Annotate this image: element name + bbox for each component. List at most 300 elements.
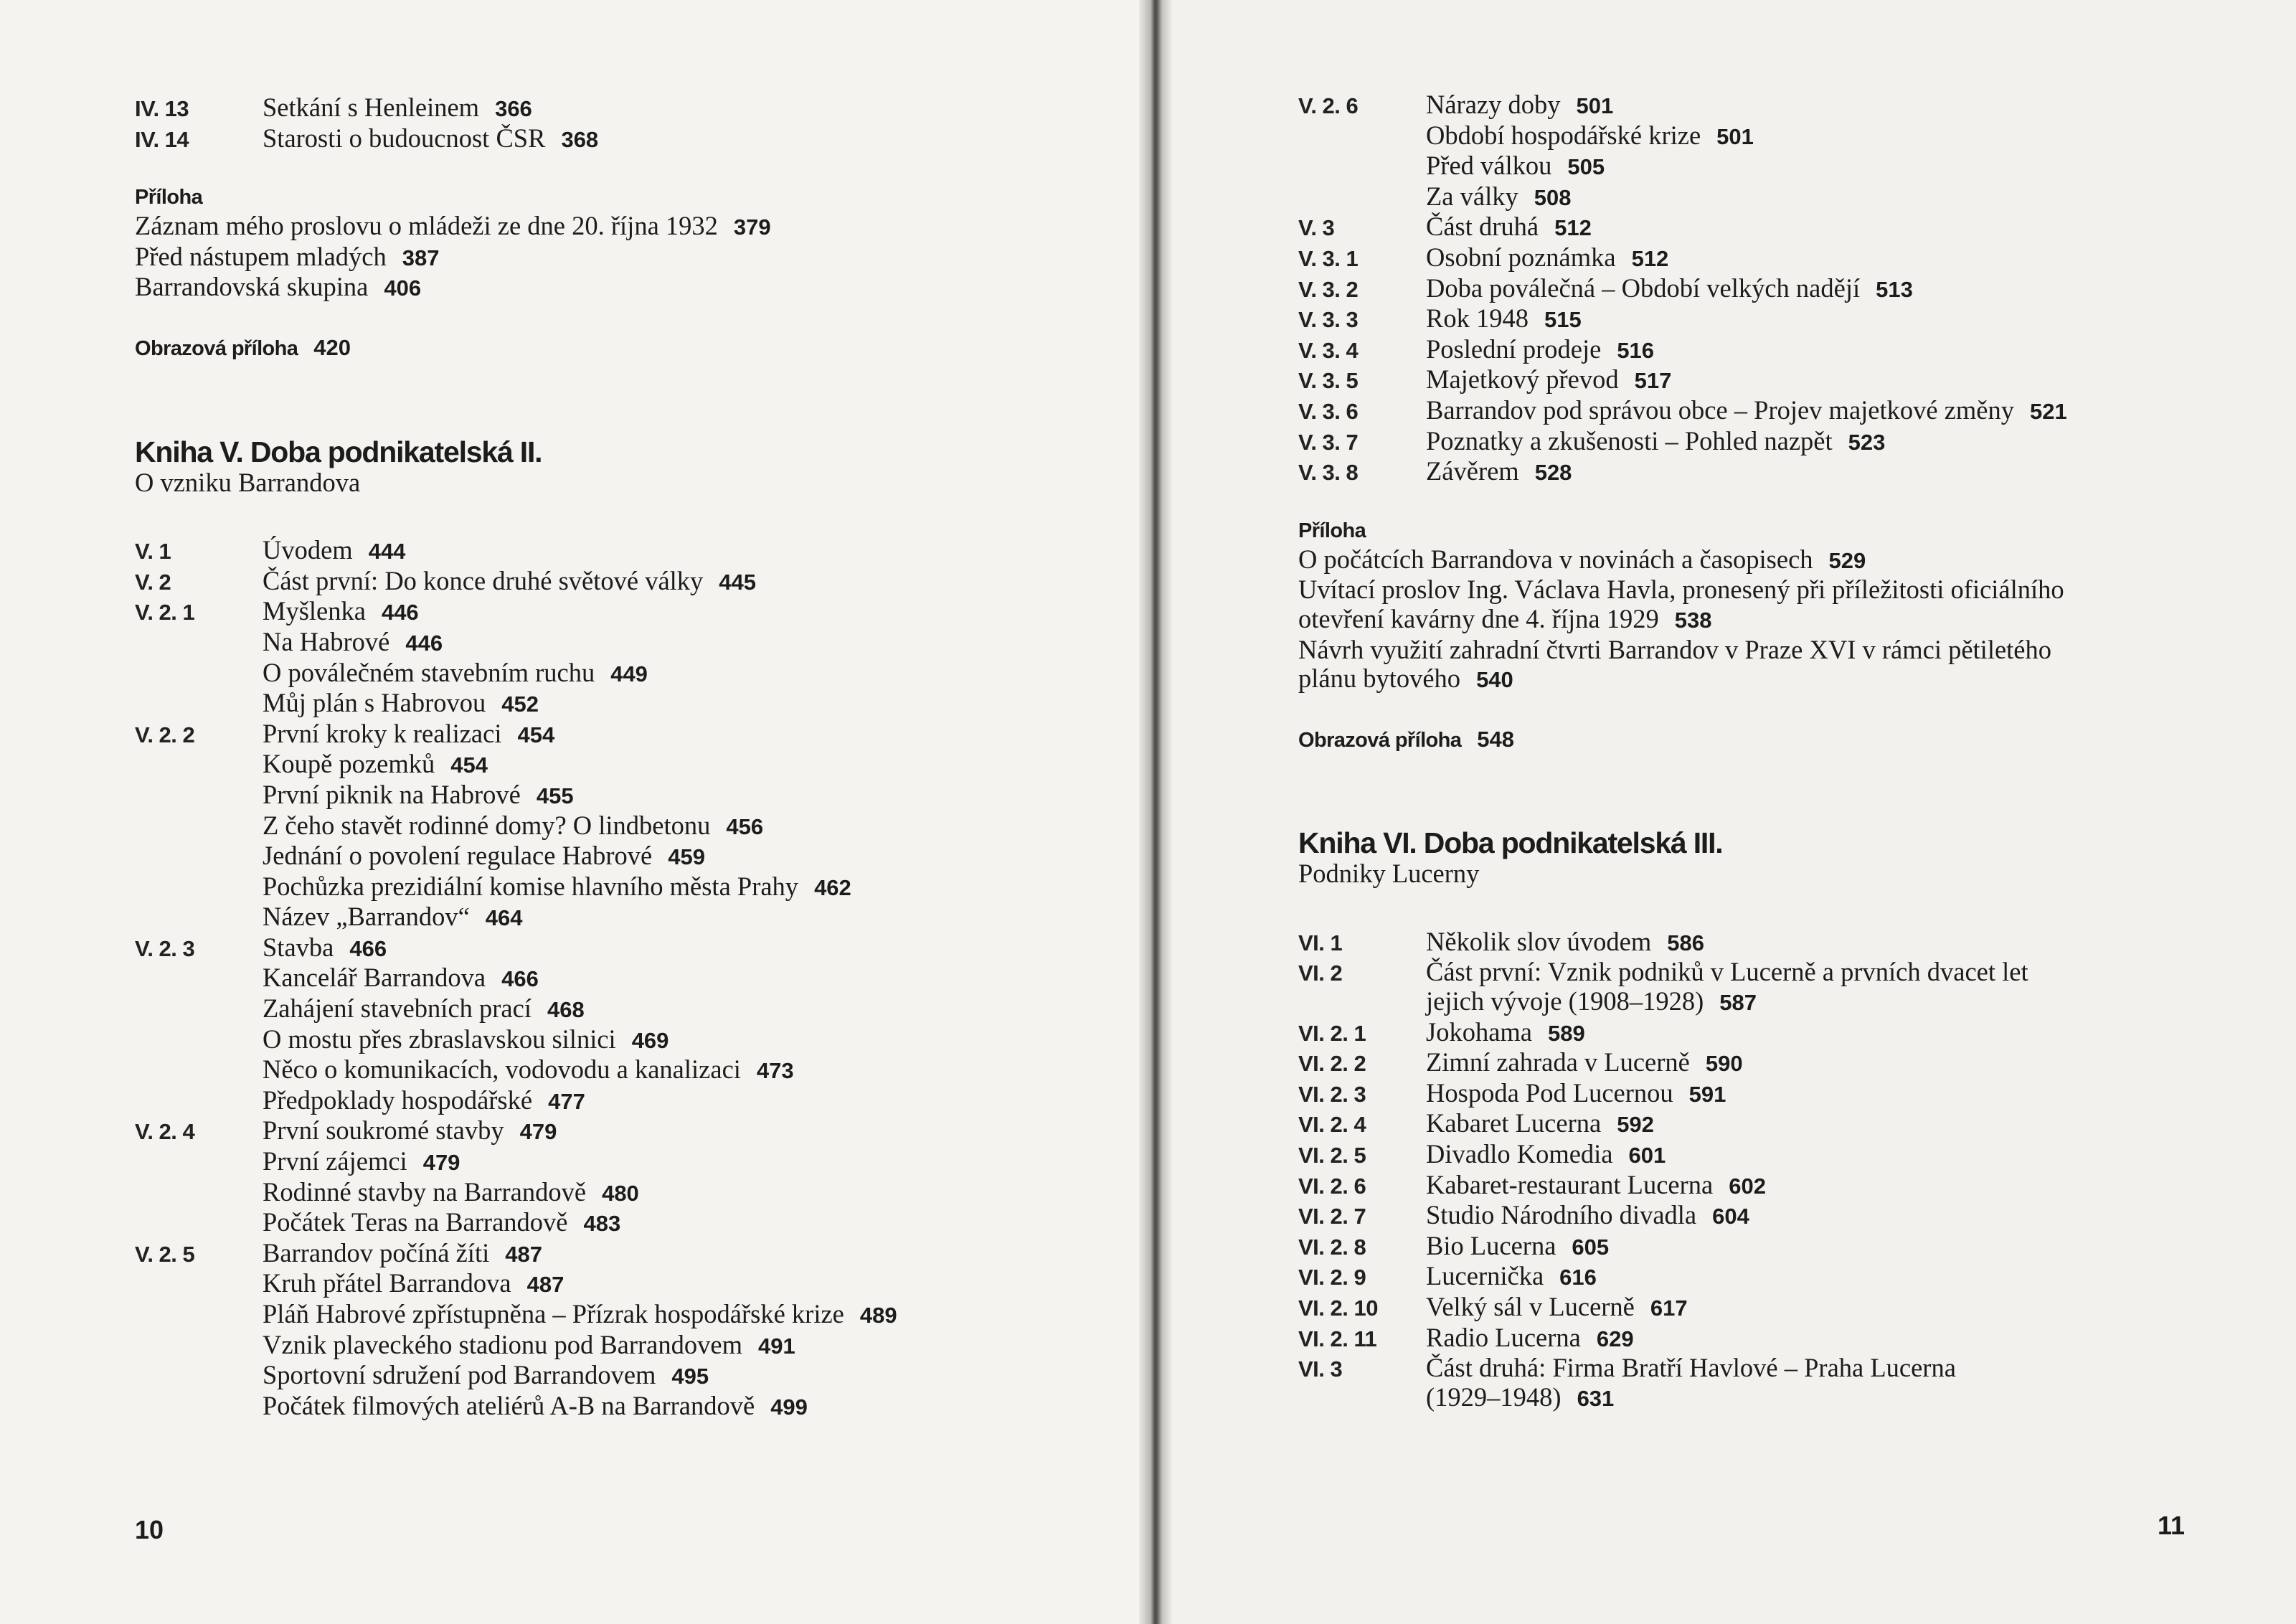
page-ref: 464 [485,905,523,931]
book-title: Kniha VI. Doba podnikatelská III. [1298,826,1723,860]
toc-entry [135,1086,1089,1117]
entry-title [1426,958,2252,1017]
section-code: VI. 2. 11 [1298,1326,1377,1351]
toc-entry [135,841,1089,872]
entry-title [263,994,1089,1025]
entry-title [1426,335,2252,366]
toc-entry [1298,121,2252,152]
entry-title-text: První zájemci [263,1146,407,1176]
page-ref: 616 [1559,1265,1597,1290]
page-ref: 452 [501,691,539,717]
page-ref: 499 [770,1394,808,1420]
section-code: VI. 3 [1298,1356,1343,1382]
toc-entry [135,933,1089,964]
entry-title [1426,427,2252,458]
toc-entry [135,567,1089,598]
entry-title-line: Jokohama [1426,1016,1532,1047]
page-ref: 449 [610,661,648,686]
page-ref: 540 [1476,667,1513,693]
toc-entry [1298,212,2252,243]
entry-title [1426,1262,2252,1293]
section-code: VI. 2. 6 [1298,1173,1366,1199]
entry-title-text: Doba poválečná – Období velkých nadějí [1426,273,1861,303]
page-ref: 512 [1554,215,1592,241]
entry-title-line: Uvítací proslov Ing. Václava Havla, pronesený při příležitosti oficiálního [1298,575,2064,605]
entry-title [1426,274,2252,305]
page-ref: 629 [1596,1326,1634,1351]
section-code: VI. 1 [1298,930,1343,955]
toc-entry [135,536,1089,567]
entry-title [263,750,1089,780]
entry-title-text: Část první: Do konce druhé světové války [263,565,704,595]
entry-title-text: První piknik na Habrové [263,779,521,809]
entry-title-line: Návrh využití zahradní čtvrti Barrandov v Praze XVI v rámci pětiletého [1298,634,2051,664]
section-code: V. 2. 1 [135,600,195,625]
entry-title [1426,1323,2252,1354]
toc-entry [1298,958,2252,1017]
page-ref: 591 [1688,1081,1726,1107]
entry-title-text: Na Habrové [263,626,390,656]
section-code: V. 2. 5 [135,1241,195,1267]
page-ref: 487 [526,1272,564,1298]
entry-title-line: Velký sál v Lucerně [1426,1292,1635,1321]
toc-entry [1298,1323,2252,1354]
toc-entry [135,1361,1089,1392]
entry-title [1426,457,2252,488]
entry-title-text: První soukromé stavby [263,1115,504,1146]
entry-title-line: (1929–1948) [1426,1382,1562,1412]
obrazova-page: 548 [1477,726,1515,752]
section-code: V. 3. 8 [1298,460,1359,486]
entry-title-text: Před válkou [1426,151,1552,181]
page-ref: 368 [561,126,599,152]
entry-title-text: Počátek Teras na Barrandově [263,1207,568,1237]
page-ref: 387 [402,245,440,270]
entry-title [1426,1201,2252,1232]
entry-title-text: Poznatky a zkušenosti – Pohled nazpět [1426,425,1833,455]
entry-title-text: Úvodem [263,535,353,565]
entry-title-text: Název „Barrandov“ [263,902,470,932]
entry-title [1426,1232,2252,1262]
entry-title-text: Stavba [263,932,334,962]
entry-title [263,1147,1089,1178]
entry-title-text: Rodinné stavby na Barrandově [263,1176,587,1207]
page-ref: 491 [757,1333,795,1359]
toc-entry [1298,274,2252,305]
section-code: VI. 2. 2 [1298,1051,1366,1077]
right-priloha-entries [1298,545,2252,695]
entry-title [263,780,1089,811]
toc-entry [1298,427,2252,458]
section-code: VI. 2 [1298,960,1343,986]
entry-title-text: Majetkový převod [1426,364,1619,395]
page-ref: 505 [1567,154,1605,180]
entry-title-text: Nárazy doby [1426,90,1561,119]
page-ref: 444 [368,539,406,565]
book-subtitle: O vzniku Barrandova [135,467,361,497]
section-code: V. 3. 2 [1298,276,1359,302]
section-code: V. 2. 3 [135,935,195,961]
page-ref: 601 [1628,1143,1666,1169]
entry-title [1426,304,2252,335]
entry-title [263,933,1089,964]
section-code: VI. 2. 7 [1298,1204,1366,1229]
page-ref: 406 [384,275,422,301]
page-ref: 446 [381,600,419,625]
entry-title [1426,396,2252,427]
entry-title-text: Osobní poznámka [1426,242,1616,272]
page-ref: 455 [536,783,574,808]
page-ref: 477 [548,1088,585,1114]
entry-title-text: Zahájení stavebních prací [263,993,532,1024]
page-ref: 508 [1534,184,1572,210]
entry-title [263,689,1089,719]
entry-title [263,811,1089,842]
toc-entry [1298,1354,2252,1413]
entry-title [1426,1354,2252,1413]
page-ref: 501 [1716,123,1754,149]
left-top-entries [135,93,1089,154]
entry-title-text: Barrandovská skupina [135,272,369,302]
toc-entry [135,1300,1089,1331]
entry-title [1426,243,2252,274]
section-code: IV. 14 [135,126,189,152]
entry-title [263,719,1089,750]
obrazova-page: 420 [313,334,351,360]
toc-entry [1298,1171,2252,1202]
entry-title-text: O poválečném stavebním ruchu [263,657,595,687]
entry-title [1426,212,2252,243]
entry-title-text: Vznik plaveckého stadionu pod Barrandovem [263,1329,742,1359]
toc-entry [1298,1079,2252,1110]
entry-title [263,1331,1089,1361]
toc-entry [135,1055,1089,1086]
entry-title-text: Před nástupem mladých [135,241,387,271]
entry-title-text: Období hospodářské krize [1426,120,1701,150]
toc-entry [1298,1293,2252,1323]
entry-title [263,628,1089,658]
toc-entry [135,719,1089,750]
page-ref: 469 [631,1027,669,1053]
entry-title [1426,182,2252,213]
toc-entry [1298,1018,2252,1049]
priloha-entry [135,212,1089,242]
entry-title [263,536,1089,567]
page-ref: 529 [1828,547,1866,573]
page-ref: 604 [1712,1204,1749,1229]
priloha-entry [1298,575,2252,635]
entry-title-text: Z čeho stavět rodinné domy? O lindbetonu [263,810,711,840]
entry-title [1426,1018,2252,1049]
entry-title-line: Hospoda Pod Lucernou [1426,1077,1673,1108]
toc-entry [135,1025,1089,1056]
entry-title-text: Počátek filmových ateliérů A-B na Barrandově [263,1390,755,1420]
page-ref: 456 [726,813,764,839]
left-entries [135,536,1089,1422]
page-ref: 454 [517,722,555,747]
entry-title [263,567,1089,598]
toc-entry [135,994,1089,1025]
page-ref: 513 [1876,276,1913,302]
left-priloha-entries [135,212,1089,303]
toc-entry [135,689,1089,719]
page-ref: 495 [671,1364,709,1389]
toc-entry [135,1147,1089,1178]
entry-title-text: Závěrem [1426,456,1519,486]
toc-entry [135,597,1089,628]
entry-title [263,597,1089,628]
entry-title-text: Kruh přátel Barrandova [263,1268,511,1298]
entry-title [263,1055,1089,1086]
toc-entry [135,93,1089,124]
page-number: 11 [2158,1511,2186,1540]
toc-entry [1298,396,2252,427]
entry-title-text: Záznam mého proslovu o mládeži ze dne 20. října 1932 [135,211,718,241]
right-obrazova-priloha [1298,724,2252,755]
entry-title-text: Můj plán s Habrovou [263,688,486,718]
entry-title [263,1392,1089,1422]
toc-entry [135,1392,1089,1422]
page-ref: 379 [733,214,771,240]
section-code: V. 3. 5 [1298,368,1359,394]
page-ref: 538 [1674,607,1712,633]
entry-title [1426,90,2252,121]
section-code: V. 2. 2 [135,722,195,747]
priloha-entry [135,273,1089,303]
section-code: V. 2 [135,569,171,595]
entry-title [1426,1171,2252,1202]
section-code: VI. 2. 9 [1298,1265,1366,1290]
page-number: 10 [135,1515,164,1544]
toc-entry [1298,1140,2252,1171]
toc-entry [135,780,1089,811]
right-page [1151,0,2296,1624]
entry-title [263,124,1089,155]
entry-title-line: Studio Národního divadla [1426,1200,1697,1230]
page-ref: 468 [547,997,585,1023]
page-ref: 515 [1544,307,1582,333]
section-code: V. 2. 6 [1298,93,1359,118]
page-ref: 517 [1634,368,1672,394]
page-ref: 483 [583,1211,621,1237]
section-code: V. 3. 6 [1298,398,1359,424]
section-code: IV. 13 [135,96,189,121]
toc-entry [1298,1262,2252,1293]
section-code: VI. 2. 10 [1298,1295,1378,1321]
section-code: V. 3. 4 [1298,337,1359,363]
priloha-entry [1298,636,2252,695]
entry-title-text: Sportovní sdružení pod Barrandovem [263,1360,656,1390]
entry-title [263,1116,1089,1147]
entry-title-text: Za války [1426,181,1518,211]
section-code: V. 2. 4 [135,1119,195,1145]
entry-title [263,1178,1089,1209]
entry-title [1426,1293,2252,1323]
toc-entry [135,902,1089,933]
toc-entry [135,1116,1089,1147]
page-ref: 462 [814,874,851,900]
entry-title [1426,1109,2252,1140]
toc-entry [1298,927,2252,958]
section-code: VI. 2. 4 [1298,1112,1366,1138]
section-code: V. 3 [1298,215,1335,241]
entry-title [263,1269,1089,1300]
toc-entry [135,1269,1089,1300]
toc-entry [135,963,1089,994]
entry-title-text: Barrandov pod správou obce – Projev majetkové změny [1426,395,2015,425]
priloha-entry [135,242,1089,273]
section-code: V. 3. 1 [1298,245,1359,271]
section-code: V. 3. 3 [1298,307,1359,333]
right-toc [1298,90,2252,1413]
toc-entry [1298,151,2252,182]
priloha-entry [1298,545,2252,576]
entry-title-line: Kabaret Lucerna [1426,1108,1602,1138]
entry-title-text: O mostu přes zbraslavskou silnici [263,1024,616,1054]
page-ref: 528 [1534,460,1572,486]
section-code: VI. 2. 5 [1298,1143,1366,1169]
right-top-entries [1298,90,2252,488]
entry-title-line: Bio Lucerna [1426,1230,1556,1260]
toc-entry [1298,1048,2252,1079]
page-ref: 512 [1631,245,1669,271]
entry-title-line: plánu bytového [1298,664,1461,694]
entry-title-text: Pláň Habrové zpřístupněna – Přízrak hospodářské krize [263,1299,844,1328]
right-entries [1298,927,2252,1414]
toc-entry [135,628,1089,658]
page-ref: 592 [1617,1112,1654,1138]
section-code: VI. 2. 1 [1298,1020,1366,1046]
entry-title [263,1086,1089,1117]
entry-title [263,1239,1089,1270]
toc-entry [135,750,1089,780]
toc-entry [1298,1109,2252,1140]
page-ref: 602 [1729,1173,1766,1199]
entry-title-line: Část druhá: Firma Bratří Havlové – Praha Lucerna [1426,1353,1956,1383]
entry-title-text: Část druhá [1426,212,1539,242]
entry-title-line: otevření kavárny dne 4. října 1929 [1298,603,1659,633]
entry-title [263,963,1089,994]
entry-title [263,658,1089,689]
toc-entry [135,1239,1089,1270]
page-ref: 521 [2030,398,2067,424]
left-priloha-label: Příloha [135,186,203,209]
toc-entry [135,124,1089,155]
entry-title-text: Pochůzka prezidiální komise hlavního města Prahy [263,871,799,901]
page-ref: 479 [422,1150,460,1176]
toc-entry [1298,1201,2252,1232]
page-ref: 605 [1572,1234,1610,1260]
toc-entry [135,872,1089,903]
toc-entry [1298,365,2252,396]
entry-title-text: Předpoklady hospodářské [263,1085,533,1115]
page-ref: 501 [1576,93,1614,118]
entry-title-text: Barrandov počíná žíti [263,1237,490,1267]
entry-title [263,872,1089,903]
toc-entry [1298,90,2252,121]
page-ref: 590 [1705,1051,1743,1077]
entry-title-text: Poslední prodeje [1426,334,1602,364]
page-ref: 523 [1848,429,1886,455]
toc-entry [135,1208,1089,1239]
toc-entry [135,1331,1089,1361]
entry-title [1426,1048,2252,1079]
entry-title [263,1208,1089,1239]
entry-title-text: Starosti o budoucnost ČSR [263,123,546,153]
entry-title-text: Koupě pozemků [263,749,435,779]
entry-title-line: Zimní zahrada v Lucerně [1426,1047,1690,1077]
entry-title-line: Kabaret-restaurant Lucerna [1426,1169,1714,1199]
page-ref: 487 [505,1241,542,1267]
page-ref: 473 [756,1058,794,1084]
toc-entry [1298,304,2252,335]
page-ref: 454 [450,752,488,778]
page-ref: 459 [668,844,705,870]
page-ref: 480 [602,1180,639,1206]
entry-title [1426,121,2252,152]
section-code: VI. 2. 8 [1298,1234,1366,1260]
toc-entry [135,658,1089,689]
entry-title [263,93,1089,124]
entry-title-text: Kancelář Barrandova [263,963,486,993]
left-toc [135,93,1089,1422]
page-ref: 617 [1650,1295,1688,1321]
page-ref: 631 [1577,1385,1615,1411]
entry-title-line: Radio Lucerna [1426,1322,1581,1352]
left-obrazova-priloha [135,332,1089,364]
entry-title-line: O počátcích Barrandova v novinách a časopisech [1298,544,1813,574]
entry-title [263,1025,1089,1056]
entry-title [1426,151,2252,182]
entry-title [263,902,1089,933]
page-ref: 445 [719,569,757,595]
toc-entry [1298,1232,2252,1262]
obrazova-label: Obrazová příloha [1298,728,1462,752]
entry-title-text: Rok 1948 [1426,303,1529,334]
entry-title [263,1361,1089,1392]
obrazova-label: Obrazová příloha [135,336,298,360]
page-ref: 446 [405,630,443,656]
entry-title-line: Několik slov úvodem [1426,926,1652,956]
entry-title-line: Lucernička [1426,1261,1544,1291]
toc-entry [135,1178,1089,1209]
page-ref: 586 [1667,930,1705,955]
page-ref: 479 [519,1119,557,1145]
toc-entry [1298,182,2252,213]
entry-title [1426,1079,2252,1110]
entry-title-text: Jednání o povolení regulace Habrové [263,841,653,871]
book-subtitle: Podniky Lucerny [1298,859,1480,889]
page-ref: 589 [1548,1020,1585,1046]
entry-title-text: První kroky k realizaci [263,718,502,748]
entry-title-line: Část první: Vznik podniků v Lucerně a prvních dvacet let [1426,957,2028,987]
entry-title-text: Setkání s Henleinem [263,93,480,122]
entry-title-text: Myšlenka [263,596,366,626]
section-code: VI. 2. 3 [1298,1081,1366,1107]
entry-title [1426,365,2252,396]
entry-title-line: jejich vývoje (1908–1928) [1426,986,1704,1016]
page-ref: 516 [1617,337,1655,363]
page-ref: 587 [1719,990,1757,1016]
entry-title [263,841,1089,872]
entry-title-line: Divadlo Komedia [1426,1139,1613,1169]
page-ref: 489 [859,1303,897,1328]
entry-title [1426,927,2252,958]
page-ref: 366 [495,96,532,121]
right-priloha-label: Příloha [1298,519,1366,542]
book-gutter [1139,0,1172,1624]
entry-title-text: Něco o komunikacích, vodovodu a kanalizaci [263,1054,741,1085]
